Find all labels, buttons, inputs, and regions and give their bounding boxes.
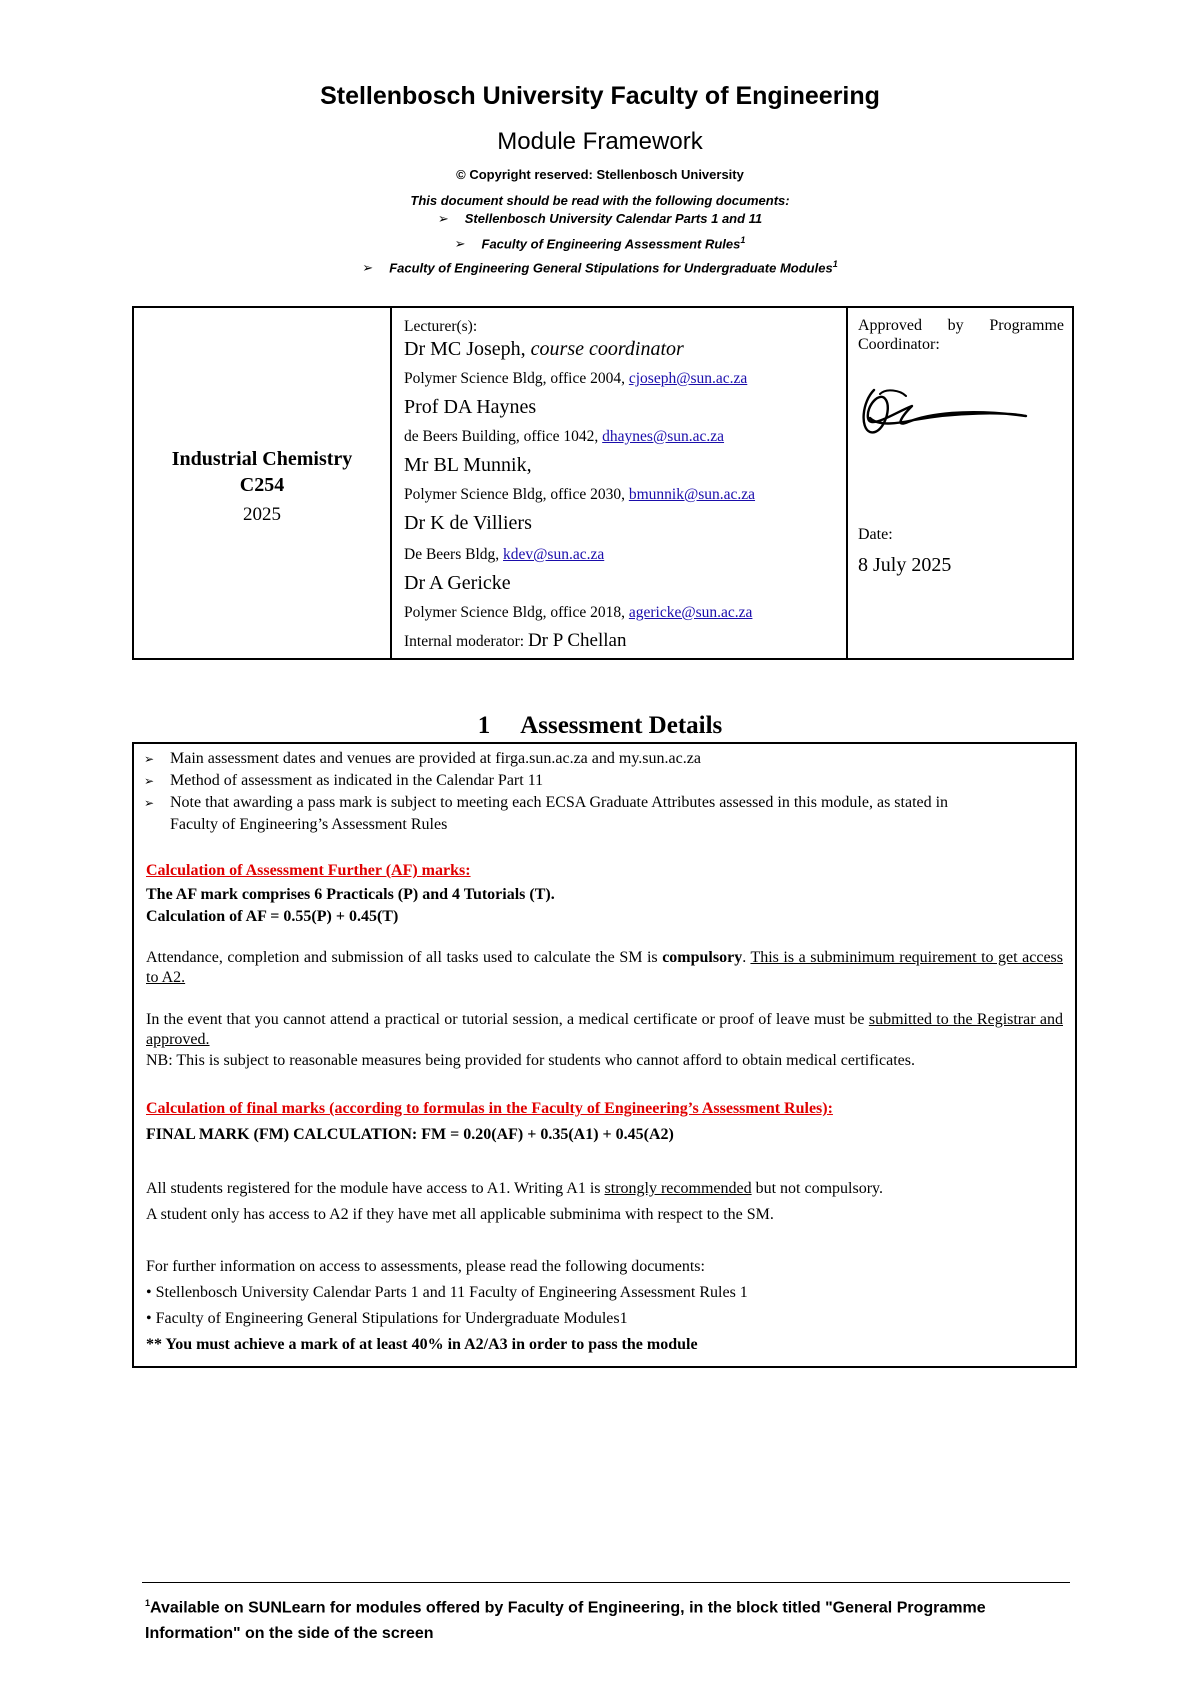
- module-info-table: [132, 306, 1074, 660]
- lecturer-2-name: Prof DA Haynes: [404, 396, 537, 418]
- reference-1: • Stellenbosch University Calendar Parts 1 and 11 Faculty of Engineering Assessment Rules 1: [146, 1284, 748, 1301]
- lecturer-2-office: de Beers Building, office 1042, dhaynes@sun.ac.za: [404, 428, 725, 445]
- internal-moderator: Internal moderator: Dr P Chellan: [404, 630, 627, 651]
- footnote-divider: [142, 1582, 1070, 1583]
- date-value: 8 July 2025: [858, 554, 952, 576]
- reference-2: • Faculty of Engineering General Stipulations for Undergraduate Modules1: [146, 1310, 628, 1327]
- arrow-bullet-icon: ➢: [362, 260, 374, 276]
- module-name: Industrial Chemistry C254: [171, 448, 353, 496]
- approved-by-label: Approved by Programme Coordinator:: [858, 317, 1064, 353]
- further-info-note: For further information on access to assessments, please read the following documents:: [146, 1258, 705, 1275]
- final-mark-formula: FINAL MARK (FM) CALCULATION: FM = 0.20(AF) + 0.35(A1) + 0.45(A2): [146, 1126, 674, 1143]
- related-document-2: ➢ Faculty of Engineering Assessment Rules$^1$: [454, 235, 746, 252]
- a2-access-note: A student only has access to A2 if they have met all applicable subminima with respect to the SM.: [146, 1206, 774, 1223]
- arrow-bullet-icon: ➢: [454, 236, 466, 252]
- lecturer-4-email-link[interactable]: kdev@sun.ac.za: [503, 546, 605, 563]
- read-with-note: This document should be read with the following documents:: [410, 193, 790, 208]
- arrow-bullet-icon: ➢: [144, 752, 155, 766]
- attendance-paragraph: Attendance, completion and submission of all tasks used to calculate the SM is compulsory. This is a subminimum requirement to get access to A2.: [146, 949, 1063, 986]
- lecturer-5-name: Dr A Gericke: [404, 572, 511, 594]
- lecturer-4-name: Dr K de Villiers: [404, 512, 532, 534]
- lecturer-5-office: Polymer Science Bldg, office 2018, agericke@sun.ac.za: [404, 604, 753, 621]
- module-cell: [134, 308, 390, 658]
- lecturer-3-email-link[interactable]: bmunnik@sun.ac.za: [628, 486, 756, 503]
- lecturer-3-name: Mr BL Munnik,: [404, 454, 532, 476]
- date-label: Date:: [858, 526, 893, 543]
- af-formula: Calculation of AF = 0.55(P) + 0.45(T): [146, 908, 399, 925]
- lecturers-label: Lecturer(s):: [404, 318, 478, 335]
- absence-paragraph: In the event that you cannot attend a practical or tutorial session, a medical certificate or proof of leave must be submitted to the Registrar and approved.: [146, 1011, 1063, 1048]
- document-subtitle: Module Framework: [497, 128, 703, 155]
- lecturer-1-email-link[interactable]: cjoseph@sun.ac.za: [628, 370, 748, 387]
- copyright-notice: © Copyright reserved: Stellenbosch University: [456, 167, 744, 182]
- document-title: Stellenbosch University Faculty of Engineering: [320, 82, 880, 110]
- arrow-bullet-icon: ➢: [144, 774, 155, 788]
- af-composition: The AF mark comprises 6 Practicals (P) and 4 Tutorials (T).: [146, 886, 555, 903]
- a1-access-note: All students registered for the module have access to A1. Writing A1 is strongly recommended but not compulsory.: [146, 1180, 884, 1197]
- assessment-details-box: [132, 742, 1077, 1368]
- lecturer-4-office: De Beers Bldg, kdev@sun.ac.za: [404, 546, 605, 563]
- af-heading: Calculation of Assessment Further (AF) marks:: [146, 862, 471, 879]
- pass-requirement: ** You must achieve a mark of at least 40% in A2/A3 in order to pass the module: [146, 1336, 698, 1353]
- module-year: 2025: [243, 504, 281, 525]
- approval-cell: [848, 308, 1074, 658]
- nb-note: NB: This is subject to reasonable measures being provided for students who cannot afford to obtain medical certificates.: [146, 1052, 915, 1069]
- section-heading: 1 Assessment Details: [477, 712, 723, 739]
- lecturer-1-office: Polymer Science Bldg, office 2004, cjoseph@sun.ac.za: [404, 370, 748, 387]
- lecturer-1-name: Dr MC Joseph, course coordinator: [404, 338, 684, 360]
- related-document-1: ➢ Stellenbosch University Calendar Parts 1 and 11: [437, 211, 763, 226]
- assessment-bullet-3-cont: Faculty of Engineering’s Assessment Rules: [170, 816, 448, 833]
- lecturer-3-office: Polymer Science Bldg, office 2030, bmunnik@sun.ac.za: [404, 486, 756, 503]
- assessment-bullet-2: ➢ Method of assessment as indicated in the Calendar Part 11: [144, 772, 544, 789]
- lecturer-2-email-link[interactable]: dhaynes@sun.ac.za: [602, 428, 725, 445]
- assessment-bullet-3: ➢ Note that awarding a pass mark is subject to meeting each ECSA Graduate Attributes assessed in this module, as stated in: [144, 794, 949, 811]
- footnote: $^1$Available on SUNLearn for modules offered by Faculty of Engineering, in the block titled "General Programme Information" on the side of the screen: [145, 1598, 986, 1643]
- final-marks-heading: Calculation of final marks (according to formulas in the Faculty of Engineering’s Assessment Rules):: [146, 1100, 833, 1117]
- arrow-bullet-icon: ➢: [144, 796, 155, 810]
- related-document-3: ➢ Faculty of Engineering General Stipulations for Undergraduate Modules$^1$: [362, 259, 838, 276]
- assessment-bullet-1: ➢ Main assessment dates and venues are provided at firga.sun.ac.za and my.sun.ac.za: [144, 750, 701, 767]
- lecturers-cell: [392, 308, 846, 658]
- lecturer-5-email-link[interactable]: agericke@sun.ac.za: [628, 604, 753, 621]
- arrow-bullet-icon: ➢: [437, 211, 449, 226]
- signature-icon: [856, 382, 1036, 452]
